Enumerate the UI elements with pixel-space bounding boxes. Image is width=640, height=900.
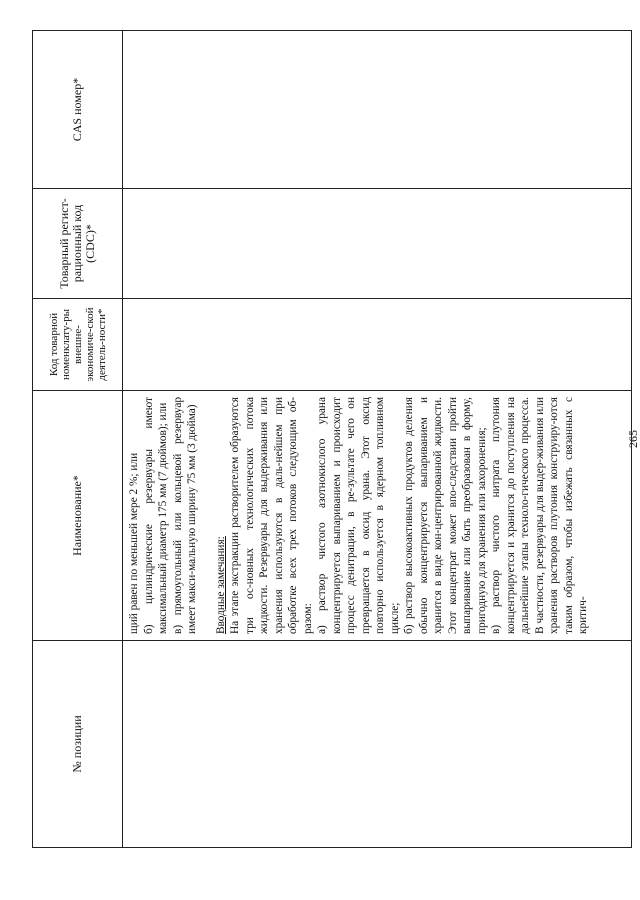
header-tnved-code: Код товарной номенклату-ры внешне-экономиче-ской деятель-ности* (33, 298, 123, 390)
cell-cas-number (123, 31, 631, 188)
notes-title: Вводные замечания: (214, 536, 227, 634)
notes-paragraph: б) раствор высокоактивных продуктов деления обычно концентрируется выпариванием и хранится в виде кон-центрированной жидкости. Этот концентрат может впо-следствии пройти выпаривание или быть преобразован в форму, пригодную для хранения или захоронения; (403, 397, 488, 634)
header-cdc-code: Товарный регист-рационный код (CDC)* (33, 188, 123, 298)
name-line-continuation: щий равен по меньшей мере 2 %; или (128, 452, 140, 634)
notes-paragraph: На этапе экстракции растворителем образуются три ос-новных технологических потока жидкости. Резервуары для выдерживания или хранения используются в даль-нейшем при обработке всех трех потоков следующим об-разом: (229, 397, 314, 634)
cell-position (123, 640, 631, 847)
header-cas-number: CAS номер* (33, 31, 123, 188)
header-position: № позиции (33, 640, 123, 847)
cell-cdc-code (123, 188, 631, 298)
name-line-b: б) цилиндрические резервуары имеют максимальный диаметр 175 мм (7 дюймов); или (142, 397, 169, 634)
notes-paragraph: а) раствор чистого азотнокислого урана концентрируется выпариванием и происходит процесс денитрации, в ре-зультате чего он превращается в оксид урана. Этот оксид повторно используется в ядерном топливном цикле; (316, 397, 401, 634)
goods-table (32, 30, 632, 848)
cell-tnved-code (123, 298, 631, 390)
name-line-v: в) прямоугольный или кольцевой резервуар имеет макси-мальную ширину 75 мм (3 дюйма) (171, 397, 198, 634)
page-number: 265 (626, 430, 640, 448)
header-name: Наименование* (33, 390, 123, 640)
cell-name (123, 390, 631, 640)
notes-paragraph: в) раствор чистого нитрата плутония концентрируется и хранится до поступления на дальнейшие этапы техноло-гического процесса. В частности, резервуары для выдер-живания или хранения растворов плутония конструиру-ются таким образом, чтобы избежать связанных с критич- (490, 397, 589, 634)
